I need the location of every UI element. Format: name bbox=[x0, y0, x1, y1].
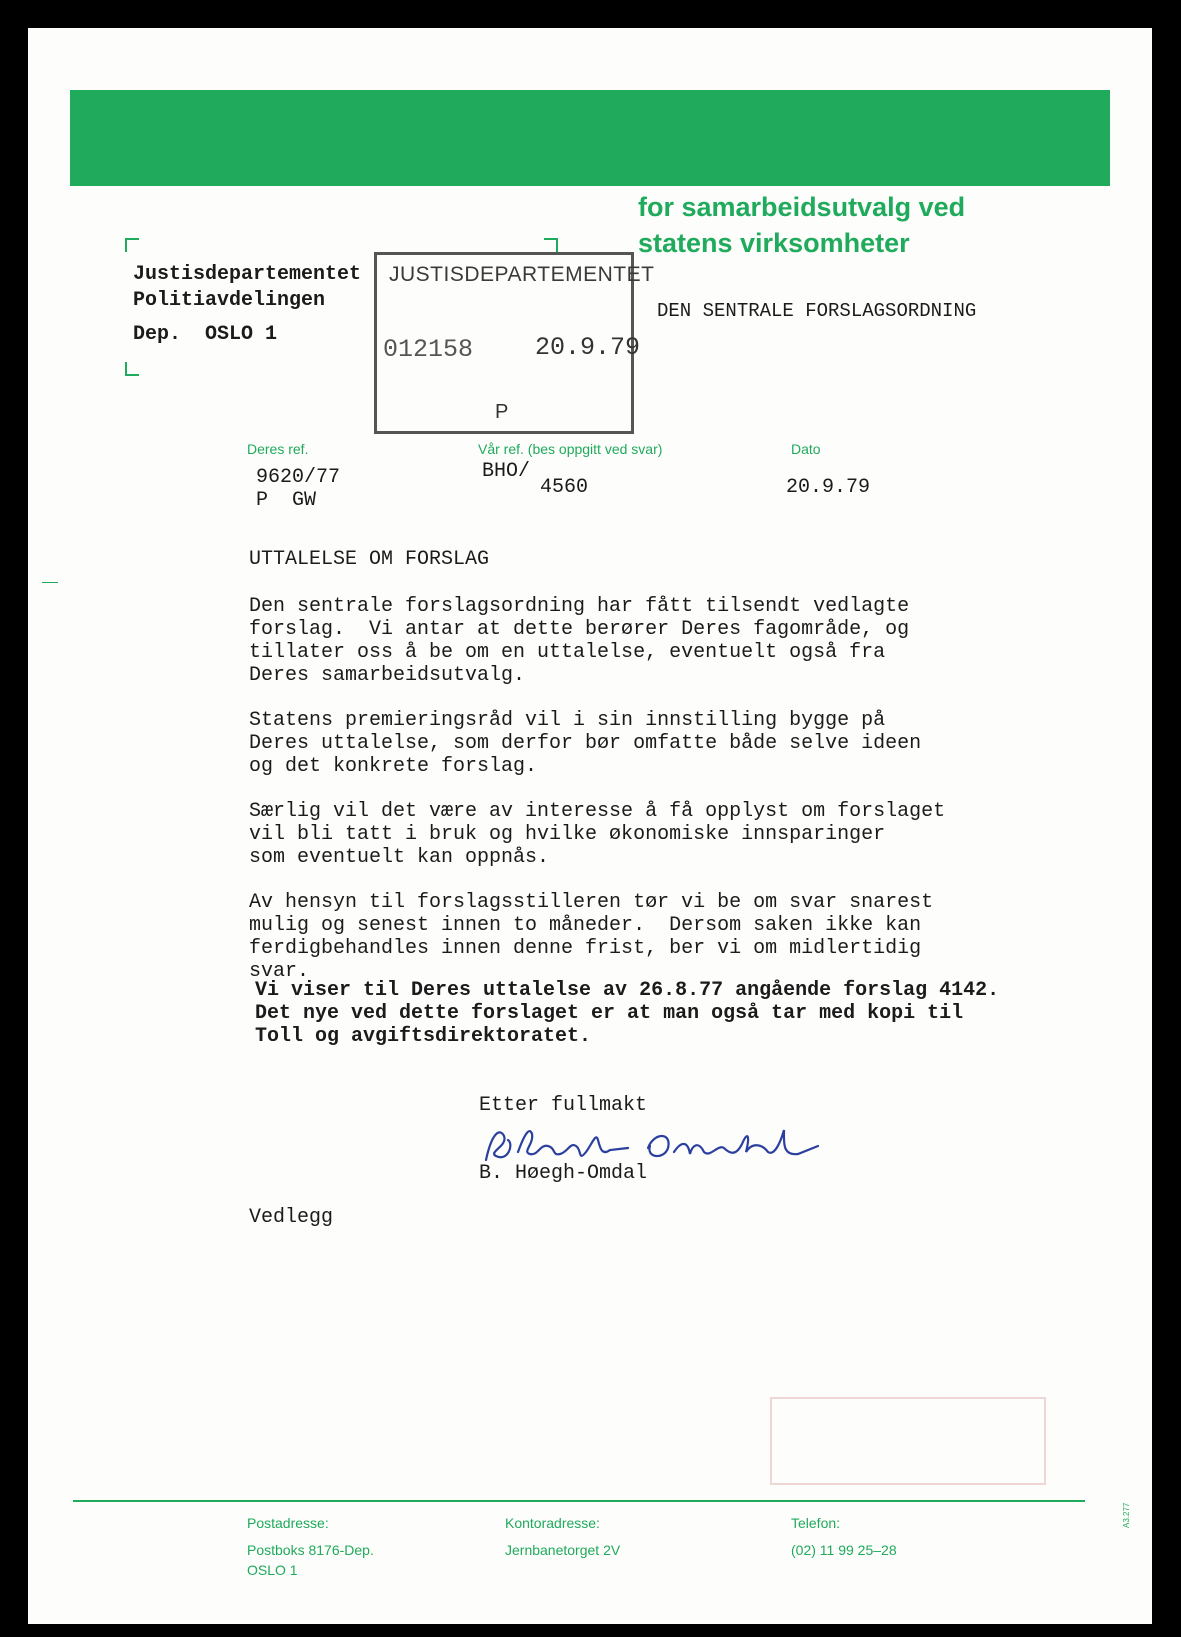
address-corner-bottom-left bbox=[125, 362, 139, 376]
footer-post-label: Postadresse: bbox=[247, 1515, 329, 1531]
address-corner-top-right bbox=[544, 238, 558, 252]
letter-heading: UTTALELSE OM FORSLAG bbox=[249, 548, 490, 571]
faint-stamp-mark bbox=[770, 1397, 1046, 1485]
paragraph-3: Særlig vil det være av interesse å få opplyst om forslaget vil bli tatt i bruk og hvilke økonomiske innsparinger som eventuelt kan oppnås. bbox=[249, 800, 946, 869]
footer-office-value: Jernbanetorget 2V bbox=[505, 1542, 621, 1558]
paragraph-2: Statens premieringsråd vil i sin innstilling bygge på Deres uttalelse, som derfor bør omfatte både selve ideen og det konkrete forslag. bbox=[249, 709, 922, 778]
recipient-line1: Justisdepartementet bbox=[133, 263, 362, 286]
address-corner-top-left bbox=[125, 238, 139, 252]
fold-mark bbox=[42, 582, 58, 583]
footer-phone-label: Telefon: bbox=[791, 1515, 841, 1531]
stamp-date: 20.9.79 bbox=[535, 333, 641, 362]
closing-text: Etter fullmakt bbox=[479, 1094, 648, 1117]
footer-phone-value: (02) 11 99 25–28 bbox=[791, 1542, 897, 1558]
org-subtitle-line2: statens virksomheter bbox=[638, 228, 910, 258]
dato-value: 20.9.79 bbox=[786, 476, 871, 499]
stamp-number: 012158 bbox=[383, 335, 474, 364]
stamp-title: JUSTISDEPARTEMENTET bbox=[389, 263, 655, 286]
deres-ref-value-1: 9620/77 bbox=[256, 466, 341, 489]
var-ref-label: Vår ref. (bes oppgitt ved svar) bbox=[478, 441, 663, 457]
var-ref-value-2: 4560 bbox=[540, 476, 589, 499]
var-ref-value-1: BHO/ bbox=[482, 460, 531, 483]
letterhead-bar bbox=[70, 90, 1110, 186]
deres-ref-value-2: P GW bbox=[256, 489, 317, 512]
paragraph-4: Av hensyn til forslagsstilleren tør vi be om svar snarest mulig og senest innen to måneder. Dersom saken ikke kan ferdigbehandles innen denne frist, ber vi om midlertidig svar. bbox=[249, 891, 934, 983]
recipient-line2: Politiavdelingen bbox=[133, 289, 326, 312]
received-stamp bbox=[374, 252, 655, 434]
dato-label: Dato bbox=[791, 441, 821, 457]
org-subtitle-line1: for samarbeidsutvalg ved bbox=[638, 192, 966, 222]
org-name: SENTRALRÅDET bbox=[638, 152, 898, 187]
form-code: A3.277 bbox=[1122, 1502, 1131, 1528]
recipient-address bbox=[133, 262, 361, 348]
attachment-label: Vedlegg bbox=[249, 1206, 334, 1229]
stamp-code: P bbox=[495, 401, 509, 423]
footer-post-value: Postboks 8176-Dep. OSLO 1 bbox=[247, 1542, 374, 1578]
footer-divider bbox=[73, 1500, 1085, 1502]
department-subject: DEN SENTRALE FORSLAGSORDNING bbox=[657, 300, 977, 322]
signature-name: B. Høegh-Omdal bbox=[479, 1162, 648, 1185]
deres-ref-label: Deres ref. bbox=[247, 441, 309, 457]
paragraph-5: Vi viser til Deres uttalelse av 26.8.77 angående forslag 4142. Det nye ved dette forslaget er at man også tar med kopi til Toll og avgiftsdirektoratet. bbox=[255, 979, 1000, 1048]
footer-office-label: Kontoradresse: bbox=[505, 1515, 600, 1531]
recipient-line3: Dep. OSLO 1 bbox=[133, 323, 278, 346]
paragraph-1: Den sentrale forslagsordning har fått tilsendt vedlagte forslag. Vi antar at dette berører Deres fagområde, og tillater oss å be om en uttalelse, eventuelt også fra Deres samarbeidsutvalg. bbox=[249, 595, 910, 687]
